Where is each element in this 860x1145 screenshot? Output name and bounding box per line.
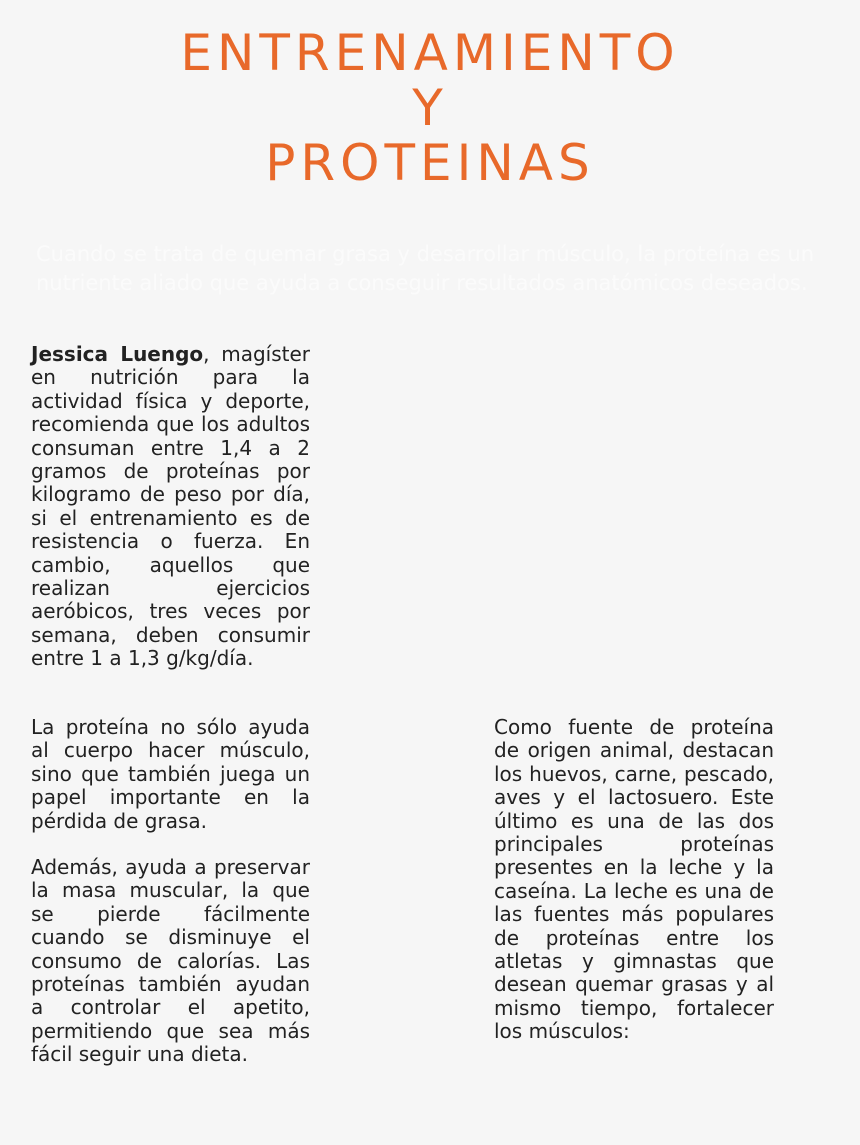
- intro-paragraph: [31, 343, 310, 671]
- protein-sources-paragraph: Como fuente de proteína de origen animal, destacan los huevos, carne, pescado, aves y el lactosuero. Este último es una de las dos principales proteínas presentes en la leche y la caseína. La leche es una de las fuentes más populares de proteínas entre los atletas y gimnastas que desean quemar grasas y al mismo tiempo, fortalecer los músculos:: [494, 715, 774, 1044]
- article-title: [0, 26, 860, 191]
- title-line-1: ENTRENAMIENTO: [180, 24, 680, 82]
- title-line-3: PROTEINAS: [265, 134, 595, 192]
- title-line-2: Y: [412, 79, 448, 137]
- author-name: Jessica Luengo: [31, 342, 204, 366]
- fat-loss-paragraph: La proteína no sólo ayuda al cuerpo hacer músculo, sino que también juega un papel importante en la pérdida de grasa.: [31, 715, 310, 833]
- article-subtitle: Cuando se trata de quemar grasa y desarrollar músculo, la proteína es un nutriente aliado que ayuda a conseguir resultados anatómicos deseados.: [36, 242, 815, 295]
- muscle-mass-paragraph: Además, ayuda a preservar la masa muscular, la que se pierde fácilmente cuando se disminuye el consumo de calorías. Las proteínas también ayudan a controlar el apetito, permitiendo que sea más fácil seguir una dieta.: [31, 855, 310, 1067]
- intro-text: , magíster en nutrición para la actividad física y deporte, recomienda que los adultos consuman entre 1,4 a 2 gramos de proteínas por kilogramo de peso por día, si el entrenamiento es de resistencia o fuerza. En cambio, aquellos que realizan ejercicios aeróbicos, tres veces por semana, deben consumir entre 1 a 1,3 g/kg/día.: [31, 342, 311, 671]
